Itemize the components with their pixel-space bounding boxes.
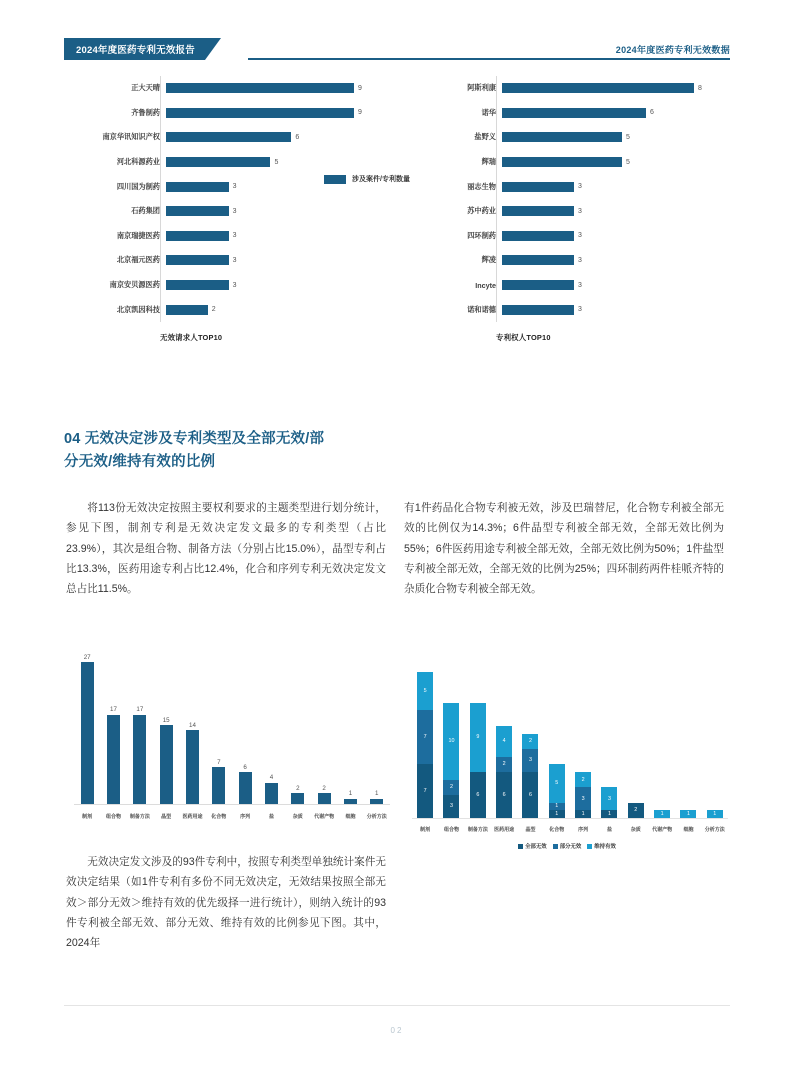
bar-category-label: 石药集团	[131, 206, 160, 216]
x-axis-label: 化合物	[549, 827, 565, 833]
bar-category-label: Incyte	[475, 280, 496, 290]
chart-legend	[321, 172, 413, 186]
chart-invalidation-outcome	[404, 650, 730, 850]
stacked-bar-column	[649, 668, 675, 818]
bar-plot-area	[74, 646, 390, 804]
header-tab	[64, 38, 205, 60]
x-axis-label: 化合物	[211, 814, 227, 820]
chart-axis-line	[412, 818, 728, 819]
bar-value-label: 3	[578, 232, 582, 240]
x-axis-label: 组合物	[105, 814, 121, 820]
bar-value-label: 2	[211, 306, 216, 314]
bar-track	[166, 76, 394, 101]
stacked-bar-segment: 5	[417, 672, 433, 710]
chart-caption-left: 无效请求人TOP10	[160, 333, 223, 342]
stacked-bar-column	[465, 668, 491, 818]
paragraph-left-top	[66, 498, 386, 600]
x-axis-label: 医药用途	[182, 814, 203, 820]
header-tab-arrow	[205, 38, 221, 60]
bar	[166, 231, 229, 241]
section-heading	[64, 428, 404, 474]
x-axis-label: 医药用途	[494, 827, 515, 833]
stacked-bar-segment: 1	[680, 810, 696, 818]
stacked-bar-segment: 3	[443, 795, 459, 818]
stacked-bar-segment: 5	[549, 764, 565, 802]
x-axis-label: 序列	[240, 814, 251, 820]
bar-category-label: 正大天晴	[131, 83, 160, 93]
x-axis-labels	[412, 826, 728, 833]
chart-axis-line	[74, 804, 390, 805]
stacked-bar-segment: 2	[522, 734, 538, 749]
bar-column	[153, 646, 179, 804]
stacked-bar-segment: 2	[443, 780, 459, 795]
bar-row	[64, 224, 394, 249]
bar-value-label: 6	[650, 109, 654, 117]
x-axis-label: 杂质	[630, 827, 641, 833]
bar	[166, 255, 229, 265]
section-heading-line-1: 04 无效决定涉及专利类型及全部无效/部	[64, 431, 325, 447]
header-right-label: 2024年度医药专利无效数据	[615, 45, 730, 55]
legend-item	[518, 842, 547, 850]
bar	[166, 280, 229, 290]
bar-row	[400, 297, 730, 322]
bar-category-label: 南京瑞捷医药	[116, 230, 160, 240]
header-rule	[248, 58, 730, 60]
x-axis-labels	[74, 813, 390, 820]
bar-category-label: 南京安贝源医药	[109, 280, 160, 290]
bar-value-label: 9	[358, 109, 362, 117]
bar	[265, 783, 278, 804]
stacked-bar-segment: 1	[707, 810, 723, 818]
bar-row	[64, 297, 394, 322]
bar-category-label: 盐野义	[474, 132, 496, 142]
bar-column	[74, 646, 100, 804]
x-axis-label: 制剂	[82, 814, 93, 820]
bar-row	[400, 199, 730, 224]
bar	[502, 83, 694, 93]
stacked-bar-segment: 10	[443, 703, 459, 780]
bar	[107, 715, 120, 804]
bar	[239, 772, 252, 804]
bar-category-label: 四环制药	[467, 230, 496, 240]
bar-column	[127, 646, 153, 804]
bar-value-label: 5	[626, 158, 630, 166]
bar-category-label: 阿斯利康	[467, 83, 496, 93]
stacked-bar-column	[491, 668, 517, 818]
stacked-bar-segment: 7	[417, 764, 433, 818]
x-axis-label: 组合物	[443, 827, 459, 833]
bar-value-label: 9	[358, 84, 362, 92]
chart-legend	[404, 842, 730, 850]
page-number: 02	[390, 1026, 404, 1035]
bar-row	[400, 248, 730, 273]
bar-column	[232, 646, 258, 804]
bar-row	[400, 174, 730, 199]
bar-column	[100, 646, 126, 804]
bar	[166, 132, 291, 142]
bar-value-label: 14	[189, 721, 196, 729]
paragraph-left-bottom	[66, 852, 386, 954]
bar-value-label: 7	[217, 758, 221, 766]
bar-category-label: 齐鲁制药	[131, 107, 160, 117]
stacked-bar-column	[570, 668, 596, 818]
legend-swatch	[518, 844, 523, 849]
x-axis-label: 分析方法	[704, 827, 725, 833]
bar-value-label: 3	[578, 183, 582, 191]
bar-track	[166, 224, 394, 249]
page-header	[0, 38, 794, 60]
bar-value-label: 3	[578, 306, 582, 314]
bar-row	[400, 273, 730, 298]
bar	[318, 793, 331, 804]
bar-category-label: 北京凯因科技	[116, 304, 160, 314]
bar	[166, 206, 229, 216]
legend-label: 涉及案件/专利数量	[352, 176, 410, 183]
bar-track	[502, 248, 730, 273]
bar-rows-left	[64, 76, 394, 322]
bar-value-label: 2	[296, 784, 300, 792]
stacked-bar-column	[623, 668, 649, 818]
bar-category-label: 辉瑞	[481, 157, 496, 167]
stacked-bar-segment: 1	[549, 810, 565, 818]
bar	[186, 730, 199, 804]
bar	[502, 157, 622, 167]
bar-row	[400, 150, 730, 175]
x-axis-label: 制备方法	[129, 814, 150, 820]
bar-track	[502, 150, 730, 175]
bar-row	[400, 125, 730, 150]
legend-label: 部分无效	[559, 844, 582, 850]
bar-value-label: 1	[348, 790, 353, 798]
legend-swatch	[324, 175, 346, 184]
bar-category-label: 苏中药业	[467, 206, 496, 216]
stacked-bar-segment: 4	[496, 726, 512, 757]
bar-column	[285, 646, 311, 804]
stacked-bar-column	[596, 668, 622, 818]
header-tab-label: 2024年度医药专利无效报告	[76, 45, 195, 56]
bar-track	[166, 273, 394, 298]
stacked-bar-segment: 2	[496, 757, 512, 772]
bar-category-label: 丽志生物	[467, 181, 496, 191]
bar	[502, 206, 574, 216]
bar-track	[166, 199, 394, 224]
x-axis-label: 代谢产物	[652, 827, 673, 833]
x-axis-label: 晶型	[525, 827, 536, 833]
bar-value-label: 2	[322, 784, 326, 792]
x-axis-label: 代谢产物	[314, 814, 335, 820]
x-axis-label: 盐	[268, 814, 274, 820]
top-charts-area	[64, 76, 730, 366]
bar	[166, 305, 208, 315]
x-axis-label: 细胞	[683, 827, 694, 833]
stacked-bar-segment: 1	[549, 803, 565, 811]
bar-value-label: 4	[269, 774, 274, 782]
bar-value-label: 17	[110, 706, 117, 714]
bar-category-label: 南京华讯知识产权	[102, 132, 160, 142]
bar-row	[64, 150, 394, 175]
bar-value-label: 6	[295, 133, 300, 141]
stacked-bar-column	[675, 668, 701, 818]
bar-track	[166, 248, 394, 273]
bar-column	[206, 646, 232, 804]
stacked-bar-column	[438, 668, 464, 818]
stacked-bar-column	[702, 668, 728, 818]
chart-patent-holders	[400, 76, 730, 366]
bar-column	[337, 646, 363, 804]
bar-track	[166, 125, 394, 150]
stacked-bar-segment: 3	[601, 787, 617, 810]
bar-value-label: 3	[578, 207, 582, 215]
bar	[502, 182, 574, 192]
bar-value-label: 3	[232, 183, 237, 191]
bar	[502, 255, 574, 265]
stacked-bar-segment: 3	[522, 749, 538, 772]
bar-row	[64, 248, 394, 273]
bar-track	[502, 273, 730, 298]
bar-row	[64, 101, 394, 126]
stacked-bar-segment: 9	[470, 703, 486, 772]
stacked-bar-segment: 3	[575, 787, 591, 810]
bar-track	[502, 199, 730, 224]
bar-category-label: 河北科源药业	[116, 157, 160, 167]
bar-value-label: 8	[698, 84, 702, 92]
bar	[502, 132, 622, 142]
bar	[133, 715, 146, 804]
bar-row	[400, 76, 730, 101]
bar-value-label: 3	[578, 281, 582, 289]
chart-invalidation-requesters	[64, 76, 394, 366]
bar-value-label: 3	[232, 207, 237, 215]
bar	[502, 280, 574, 290]
bar-column	[311, 646, 337, 804]
paragraph-text: 有1件药品化合物专利被无效，涉及巴瑞替尼，化合物专利被全部无效的比例仅为14.3%；6件晶型专利被全部无效，全部无效比例为55%；6件医药用途专利被全部无效，全部无效比例为50%；1件盐型专利被全部无效，全部无效的比例为25%；四环制药两件桂哌齐特的杂质化合物专利被全部无效。	[404, 502, 724, 596]
footer-rule	[64, 1005, 730, 1006]
bar-category-label: 四川国为制药	[116, 181, 160, 191]
bar	[502, 108, 646, 118]
bar-track	[502, 297, 730, 322]
stacked-bar-column	[412, 668, 438, 818]
bar	[81, 662, 94, 804]
bar	[166, 157, 270, 167]
bar-value-label: 3	[232, 256, 237, 264]
stacked-bar-segment: 2	[575, 772, 591, 787]
bar-value-label: 3	[232, 232, 237, 240]
stacked-bar-column	[544, 668, 570, 818]
legend-swatch	[587, 844, 592, 849]
x-axis-label: 序列	[578, 827, 589, 833]
stacked-bar-segment: 7	[417, 710, 433, 764]
bar	[291, 793, 304, 804]
bar-row	[400, 101, 730, 126]
bar	[166, 83, 354, 93]
stacked-bar-segment: 2	[628, 803, 644, 818]
bar-rows-right	[400, 76, 730, 322]
x-axis-label: 制剂	[420, 827, 431, 833]
legend-label: 全部无效	[525, 844, 547, 850]
bar-track	[502, 101, 730, 126]
bar-column	[364, 646, 390, 804]
bar-value-label: 1	[375, 790, 379, 798]
bar-value-label: 6	[243, 763, 247, 771]
stacked-bar-segment: 6	[470, 772, 486, 818]
bar-category-label: 辉凌	[481, 255, 496, 265]
bar-category-label: 诺华	[481, 107, 496, 117]
bar	[160, 725, 173, 804]
bar-track	[166, 297, 394, 322]
stacked-bar-column	[517, 668, 543, 818]
bar-row	[400, 224, 730, 249]
bar-value-label: 17	[136, 706, 144, 714]
x-axis-label: 杂质	[292, 814, 303, 820]
chart-patent-type-counts	[66, 632, 392, 828]
bar-track	[502, 125, 730, 150]
bar-row	[64, 76, 394, 101]
bar-row	[64, 273, 394, 298]
bar-track	[502, 174, 730, 199]
bar	[212, 767, 225, 804]
chart-caption-right: 专利权人TOP10	[496, 333, 551, 342]
bar	[502, 231, 574, 241]
bar-value-label: 3	[578, 256, 582, 264]
legend-label: 维持有效	[594, 844, 616, 850]
bar-value-label: 5	[274, 158, 279, 166]
bar-column	[179, 646, 205, 804]
paragraph-right-top	[404, 498, 724, 600]
x-axis-label: 分析方法	[366, 814, 387, 820]
bar-column	[258, 646, 284, 804]
paragraph-text: 将113份无效决定按照主要权利要求的主题类型进行划分统计，参见下图，制剂专利是无效决定发文最多的专利类型（占比23.9%），其次是组合物、制备方法（分别占比15.0%），晶型专利占比13.3%，医药用途专利占比12.4%，化合和序列专利无效决定发文总占比11.5%。	[66, 502, 386, 596]
bar-value-label: 5	[626, 133, 630, 141]
stacked-bar-segment: 1	[575, 810, 591, 818]
bar-track	[166, 101, 394, 126]
stacked-bar-segment: 6	[496, 772, 512, 818]
stacked-bar-plot-area	[412, 668, 728, 818]
bar	[166, 182, 229, 192]
bar-row	[64, 199, 394, 224]
bar-value-label: 15	[162, 716, 170, 724]
legend-item	[553, 842, 582, 850]
bar	[502, 305, 574, 315]
x-axis-label: 盐	[606, 827, 612, 833]
bar-track	[502, 224, 730, 249]
bar	[166, 108, 354, 118]
bar-track	[166, 150, 394, 175]
x-axis-label: 细胞	[345, 814, 356, 820]
section-heading-line-2: 分无效/维持有效的比例	[64, 454, 216, 471]
bar-value-label: 27	[83, 653, 91, 661]
bar-category-label: 诺和诺德	[467, 304, 496, 314]
legend-swatch	[553, 844, 558, 849]
bar-track	[502, 76, 730, 101]
legend-item	[587, 842, 616, 850]
stacked-bar-segment: 1	[654, 810, 670, 818]
bar-row	[64, 125, 394, 150]
x-axis-label: 制备方法	[467, 827, 488, 833]
paragraph-text: 无效决定发文涉及的93件专利中，按照专利类型单独统计案件无效决定结果（如1件专利有多份不同无效决定，无效结果按照全部无效＞部分无效＞维持有效的优先级择一进行统计），则纳入统计的93件专利被全部无效、部分无效、维持有效的比例参见下图。其中，2024年	[66, 856, 386, 950]
bar-value-label: 3	[232, 281, 237, 289]
stacked-bar-segment: 6	[522, 772, 538, 818]
stacked-bar-segment: 1	[601, 810, 617, 818]
x-axis-label: 晶型	[161, 814, 172, 820]
bar-category-label: 北京福元医药	[116, 255, 160, 265]
